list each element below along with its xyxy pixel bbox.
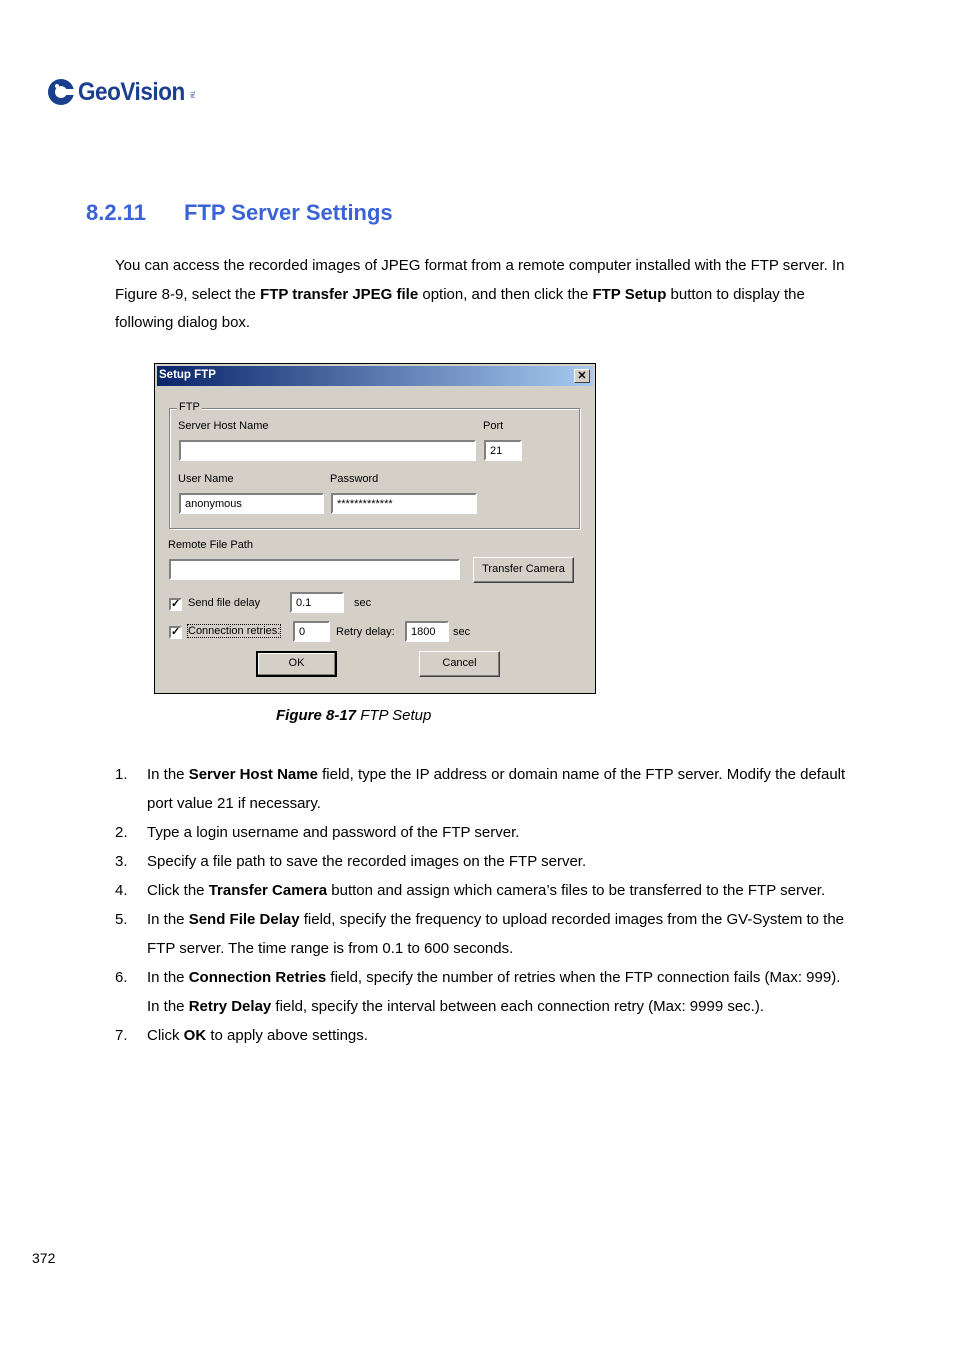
transfer-camera-button[interactable]: Transfer Camera (473, 557, 574, 583)
step-bold: Transfer Camera (208, 882, 328, 899)
step-text: Click (147, 1027, 184, 1044)
step-bold: Connection Retries (188, 969, 327, 986)
brand-tm: TM (188, 91, 195, 99)
step-text: field, specify the interval between each connection retry (Max: 9999 sec.). (271, 998, 765, 1015)
send-delay-input[interactable]: 0.1 (290, 592, 344, 613)
remote-path-input[interactable] (169, 559, 460, 580)
brand-name: GeoVision (78, 77, 185, 106)
send-delay-label: Send file delay (188, 597, 261, 609)
step-text: In the (147, 969, 189, 986)
port-label: Port (483, 420, 504, 432)
steps-list (115, 760, 855, 1050)
list-number: 6. (115, 969, 128, 986)
password-label: Password (330, 473, 379, 485)
list-item (115, 760, 855, 818)
intro-text: option, and then click the (418, 285, 593, 303)
page-number: 372 (32, 1250, 56, 1266)
intro-bold-ftp-transfer: FTP transfer JPEG file (260, 285, 419, 303)
dialog-title: Setup FTP (159, 369, 216, 381)
list-item (115, 963, 855, 1021)
send-delay-checkbox[interactable]: ✓ (171, 598, 181, 610)
step-text: field, specify the number of retries when the FTP connection fails (Max: 999). In the (147, 969, 841, 1015)
intro-paragraph (115, 252, 855, 338)
server-host-label: Server Host Name (178, 420, 269, 432)
figure-caption (276, 707, 431, 724)
step-bold: Server Host Name (188, 766, 318, 783)
step-text: to apply above settings. (206, 1027, 368, 1044)
step-bold: OK (183, 1027, 207, 1044)
figure-number: Figure 8-17 (276, 707, 357, 724)
step-text: field, specify the frequency to upload recorded images from the GV-System to the FTP server. The time range is from 0.1 to 600 seconds. (147, 911, 845, 957)
step-bold: Send File Delay (188, 911, 300, 928)
figure-title: FTP Setup (356, 707, 432, 724)
retry-delay-label: Retry delay: (336, 626, 395, 638)
remote-path-label: Remote File Path (168, 539, 253, 551)
step-text: In the (147, 911, 189, 928)
step-text: button and assign which camera’s files to be transferred to the FTP server. (327, 882, 826, 899)
list-item (115, 818, 855, 847)
list-number: 5. (115, 911, 128, 928)
send-delay-unit: sec (354, 597, 372, 609)
cancel-button[interactable]: Cancel (419, 651, 500, 677)
retry-delay-input[interactable]: 1800 (405, 621, 449, 642)
section-heading (86, 200, 393, 226)
step-text: field, type the IP address or domain name of the FTP server. Modify the default port value 21 if necessary. (147, 766, 846, 812)
geovision-logo-icon (46, 77, 76, 107)
step-text: In the (147, 766, 189, 783)
intro-bold-ftp-setup: FTP Setup (592, 285, 667, 303)
connection-retries-input[interactable]: 0 (293, 621, 330, 642)
connection-retries-checkbox[interactable]: ✓ (171, 626, 181, 638)
list-item (115, 876, 855, 905)
list-number: 4. (115, 882, 128, 899)
step-text: Type a login username and password of the FTP server. (147, 824, 520, 841)
ok-button[interactable]: OK (256, 651, 337, 677)
list-number: 1. (115, 766, 128, 783)
list-item (115, 1021, 855, 1050)
port-input[interactable]: 21 (484, 440, 522, 461)
user-name-label: User Name (178, 473, 234, 485)
setup-ftp-dialog (154, 363, 596, 694)
password-input[interactable]: ************* (331, 493, 477, 514)
user-name-input[interactable]: anonymous (179, 493, 324, 514)
intro-text: You can access the recorded images of JPEG format from a remote computer installed with the FTP server. In Figure 8-9, select the (115, 257, 845, 303)
list-number: 2. (115, 824, 128, 841)
section-title: FTP Server Settings (184, 200, 393, 225)
list-item (115, 847, 855, 876)
list-number: 3. (115, 853, 128, 870)
list-number: 7. (115, 1027, 128, 1044)
step-text: Click the (147, 882, 209, 899)
retry-delay-unit: sec (453, 626, 471, 638)
list-item (115, 905, 855, 963)
server-host-input[interactable] (179, 440, 476, 461)
close-icon[interactable]: ✕ (574, 369, 590, 383)
geovision-logo (46, 74, 195, 110)
intro-text: button to display the following dialog box. (115, 285, 805, 331)
ftp-group-label: FTP (179, 401, 200, 413)
step-text: Specify a file path to save the recorded images on the FTP server. (147, 853, 587, 870)
step-bold: Retry Delay (188, 998, 272, 1015)
section-number: 8.2.11 (86, 200, 146, 225)
connection-retries-label: Connection retries: (188, 625, 281, 637)
dialog-titlebar (157, 366, 593, 386)
